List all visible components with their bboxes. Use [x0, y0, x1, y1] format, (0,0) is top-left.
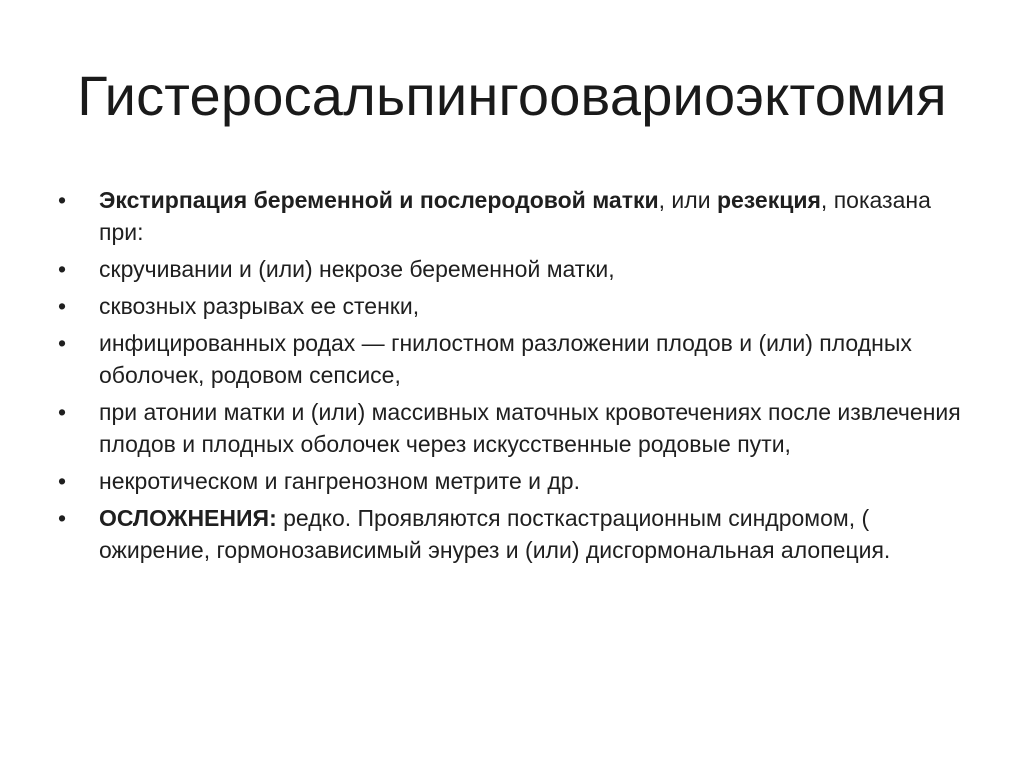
bullet-marker: • — [58, 468, 67, 494]
bullet-item-torsion — [0, 253, 1024, 285]
bullet-text: скручивании и (или) некрозе беременной матки, — [99, 256, 615, 282]
bullet-marker: • — [58, 256, 67, 282]
bullet-marker: • — [58, 505, 67, 531]
bullet-marker: • — [58, 330, 67, 356]
bullet-item-metritis — [0, 465, 1024, 497]
bullet-marker: • — [58, 187, 67, 213]
bullet-text: при атонии матки и (или) массивных маточных кровотечениях после извлечения плодов и плодных оболочек через искусственные родовые пути, — [99, 399, 961, 457]
bullet-item-ruptures — [0, 290, 1024, 322]
bullet-text: некротическом и гангренозном метрите и др. — [99, 468, 580, 494]
bullet-item-atony — [0, 396, 1024, 460]
bullet-list — [0, 184, 1024, 571]
emphasis-extirpation: Экстирпация беременной и послеродовой матки — [99, 187, 659, 213]
slide-title: Гистеросальпингоовариоэктомия — [77, 64, 947, 127]
bullet-marker: • — [58, 293, 67, 319]
bullet-text: , показана при: — [99, 187, 931, 245]
bullet-marker: • — [58, 399, 67, 425]
bullet-text: , или — [658, 187, 717, 213]
bullet-item-complications — [0, 502, 1024, 566]
emphasis-complications: ОСЛОЖНЕНИЯ: — [99, 505, 277, 531]
bullet-text: редко. Проявляются посткастрационным синдромом, ( ожирение, гормонозависимый энурез и (или) дисгормональная алопеция. — [99, 505, 891, 563]
bullet-text: сквозных разрывах ее стенки, — [99, 293, 420, 319]
bullet-text: инфицированных родах — гнилостном разложении плодов и (или) плодных оболочек, родовом сепсисе, — [99, 330, 912, 388]
emphasis-resection: резекция — [716, 187, 821, 213]
bullet-item-infected-labor — [0, 327, 1024, 391]
bullet-item-indications — [0, 184, 1024, 248]
